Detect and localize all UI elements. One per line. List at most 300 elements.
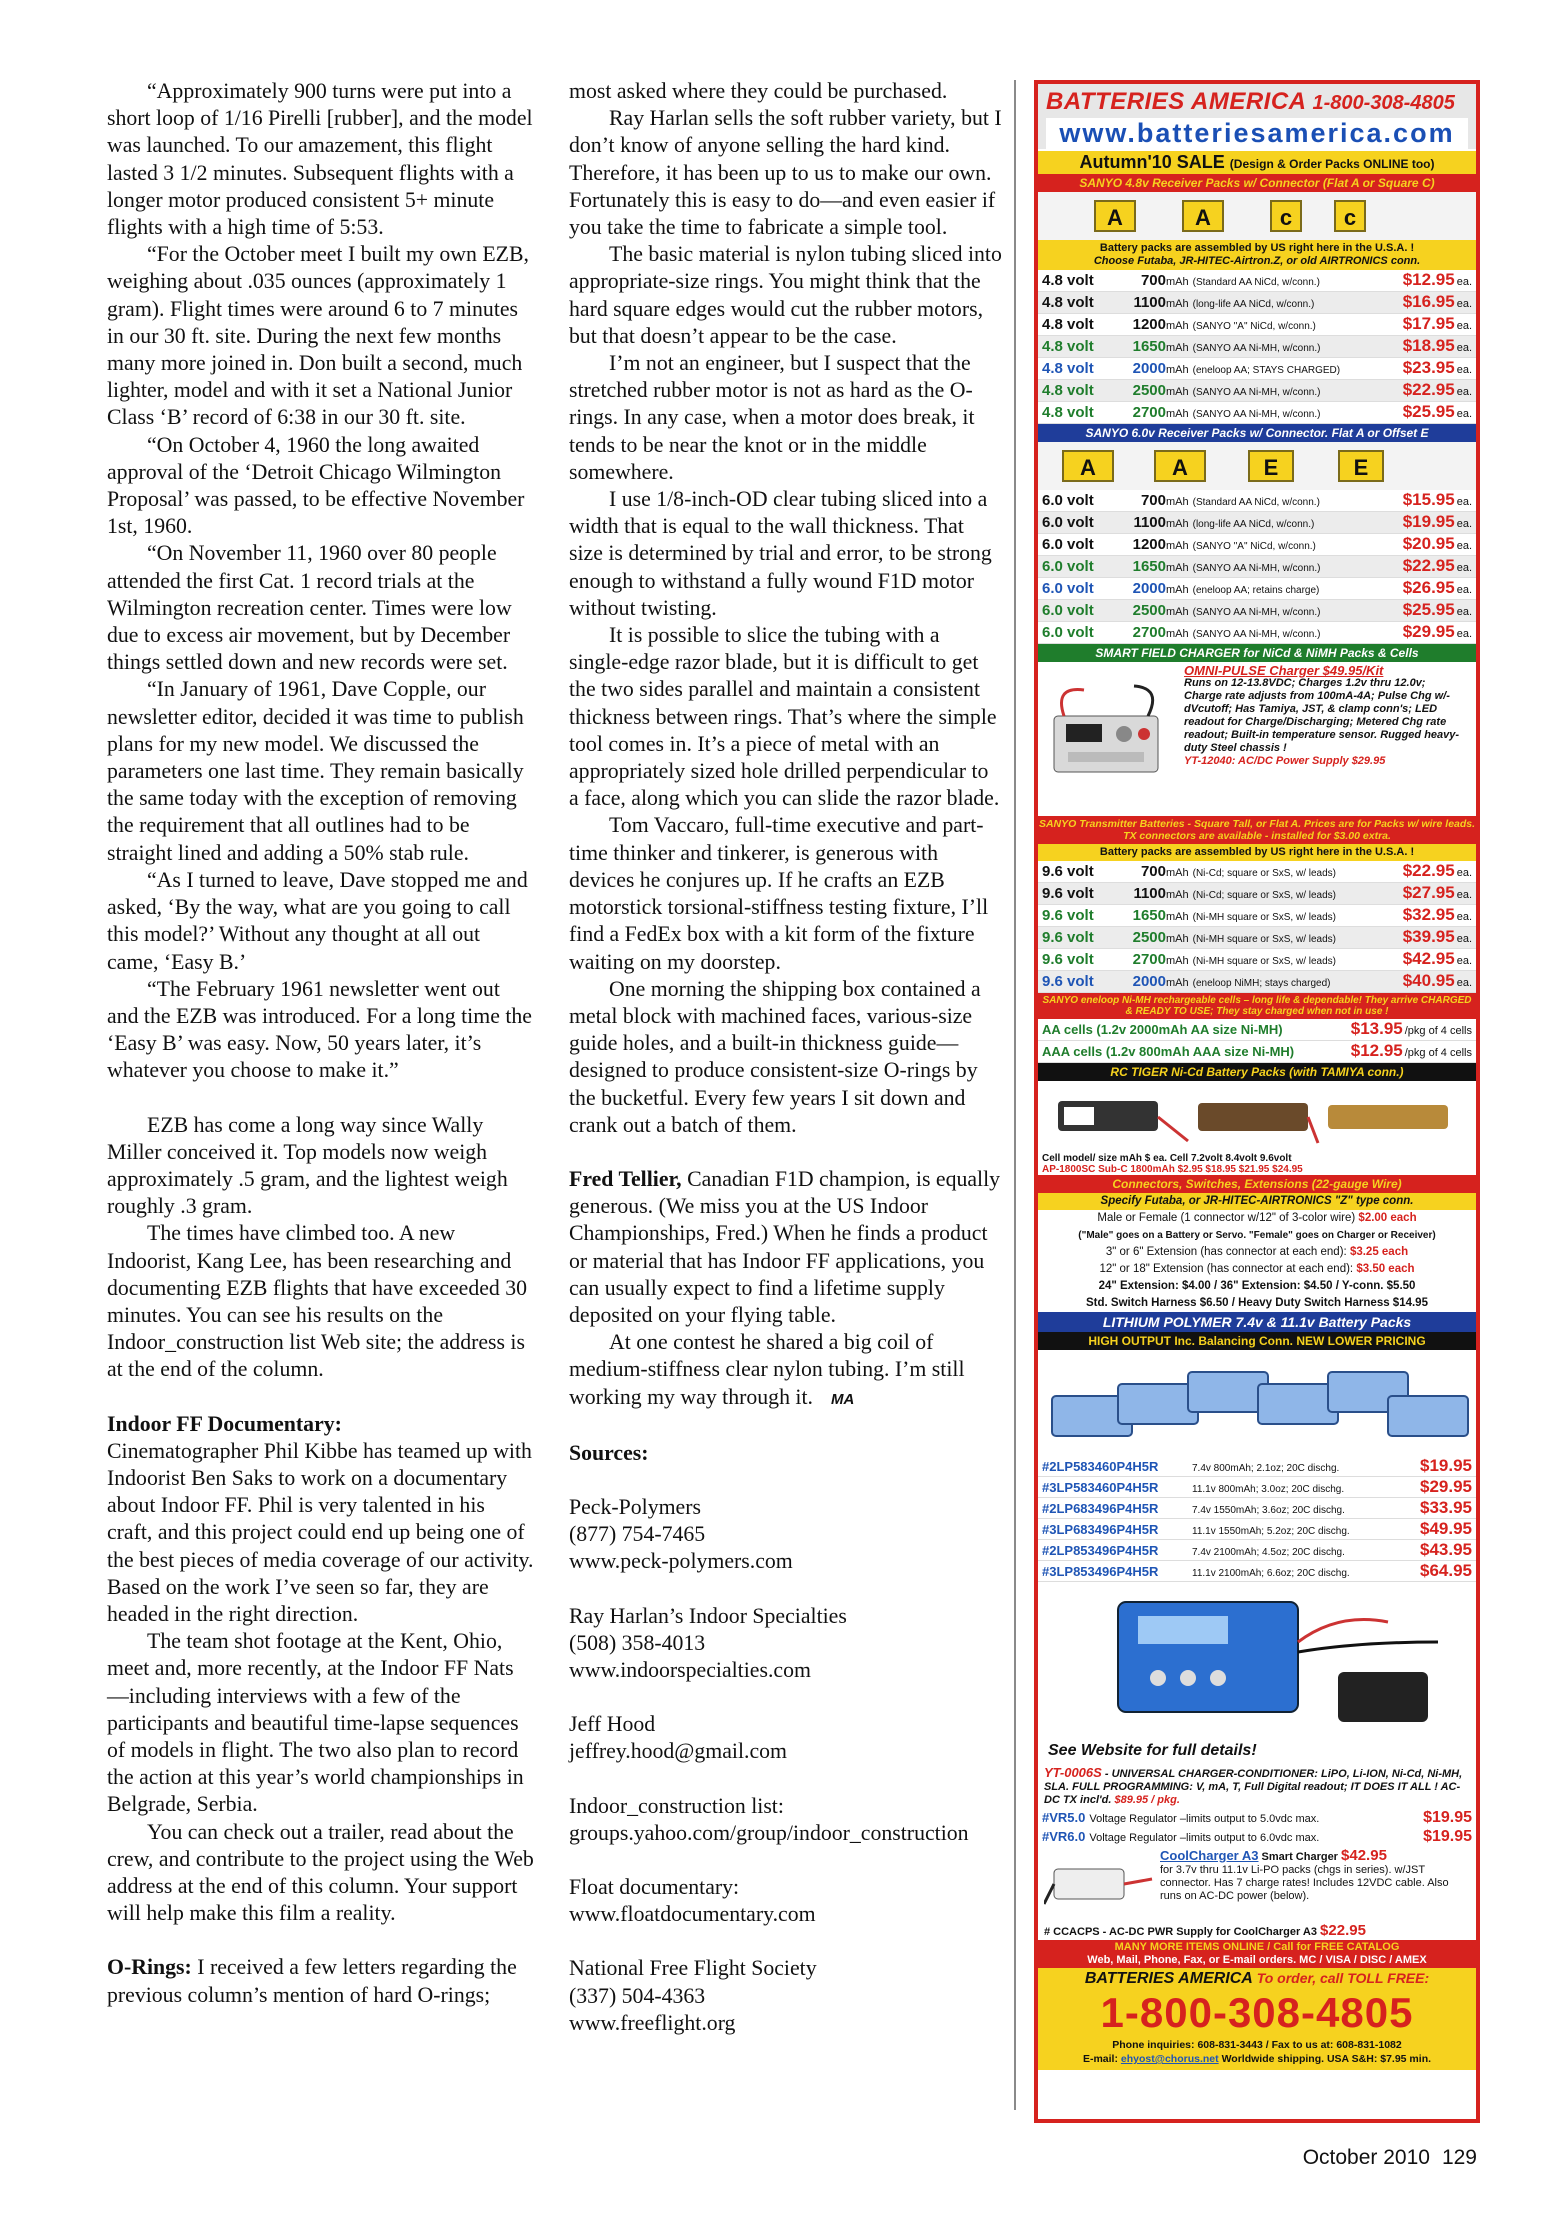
- price-row: [1038, 905, 1476, 927]
- price-list-60v: [1038, 490, 1476, 644]
- voltage: 6.0 volt: [1042, 558, 1094, 575]
- source-entry: [569, 1955, 1003, 2037]
- battery-pack-icon: A: [1062, 450, 1114, 482]
- lipo-price-list: [1038, 1456, 1476, 1582]
- assembly-note: [1038, 240, 1476, 270]
- each-unit: ea.: [1456, 955, 1472, 967]
- price-row: [1038, 512, 1476, 534]
- voltage: 6.0 volt: [1042, 514, 1094, 531]
- paragraph: “The February 1961 newsletter went out and the EZB was introduced. For a long time the ‘Easy B’ was easy. Now, 50 years later, it’s whatever you choose to make it.”: [107, 976, 532, 1083]
- capacity: 2000: [1132, 973, 1166, 990]
- price: $23.95: [1402, 358, 1455, 377]
- lipo-model: #2LP583460P4H5R: [1042, 1459, 1159, 1474]
- source-name: Peck-Polymers: [569, 1494, 701, 1519]
- voltage: 6.0 volt: [1042, 536, 1094, 553]
- capacity: 2500: [1132, 602, 1166, 619]
- source-name: National Free Flight Society: [569, 1956, 817, 1981]
- lipo-desc: 7.4v 1550mAh; 3.6oz; 20C dischg.: [1192, 1505, 1345, 1516]
- tellier-heading: Fred Tellier,: [569, 1166, 682, 1191]
- lipo-row: [1038, 1477, 1476, 1498]
- price-row: [1038, 861, 1476, 883]
- section-header-connectors: Connectors, Switches, Extensions (22-gauge Wire): [1038, 1175, 1476, 1193]
- connector-row: 24" Extension: $4.00 / 36" Extension: $4.50 / Y-conn. $5.50: [1098, 1280, 1416, 1292]
- description: (SANYO "A" NiCd, w/conn.): [1192, 541, 1316, 552]
- vr-model: #VR6.0: [1042, 1829, 1086, 1844]
- aa-cells: AA cells (1.2v 2000mAh AA size Ni-MH): [1042, 1022, 1283, 1037]
- price-row: [1038, 380, 1476, 402]
- voltage: 4.8 volt: [1042, 338, 1094, 355]
- aaa-unit: /pkg of 4 cells: [1404, 1047, 1472, 1059]
- cool-price: $42.95: [1341, 1847, 1387, 1864]
- cool-desc: for 3.7v thru 11.1v Li-PO packs (chgs in series). w/JST connector. Has 7 charge rates! Includes 12VDC cable. Also runs on AC-DC power (below).: [1160, 1864, 1449, 1902]
- batteries-america-ad: [1034, 80, 1480, 2123]
- order-text: To order, call TOLL FREE:: [1256, 1970, 1430, 1986]
- aaa-cells-row: [1038, 1041, 1476, 1063]
- mah-unit: mAh: [1166, 606, 1189, 618]
- connector-desc: 12" or 18" Extension (has connector at each end):: [1099, 1263, 1354, 1275]
- toll-free-number: 1-800-308-4805: [1100, 1989, 1414, 2036]
- price-row: [1038, 927, 1476, 949]
- source-entry: [569, 1711, 1003, 1765]
- description: (SANYO AA Ni-MH, w/conn.): [1192, 563, 1321, 574]
- lipo-model: #3LP583460P4H5R: [1042, 1480, 1159, 1495]
- voltage: 9.6 volt: [1042, 929, 1094, 946]
- lipo-model: #3LP853496P4H5R: [1042, 1564, 1159, 1579]
- each-unit: ea.: [1456, 386, 1472, 398]
- voltage: 4.8 volt: [1042, 294, 1094, 311]
- mah-unit: mAh: [1166, 977, 1189, 989]
- each-unit: ea.: [1456, 584, 1472, 596]
- pack-illustration: [1038, 442, 1476, 490]
- connector-row: [1038, 1210, 1476, 1227]
- shipping-note: Worldwide shipping. USA S&H: $7.95 min.: [1221, 2053, 1432, 2065]
- charger-text: [1184, 664, 1464, 768]
- lipo-price: $33.95: [1420, 1498, 1472, 1517]
- description: (long-life AA NiCd, w/conn.): [1192, 519, 1315, 530]
- capacity: 1100: [1133, 514, 1166, 531]
- source-entry: [569, 1793, 1003, 1847]
- paragraph: I use 1/8-inch-OD clear tubing sliced into a width that is equal to the wall thickness. That size is determined by trial and error, to be strong enough to withstand a fully wound F1D motor without twisting.: [569, 487, 992, 620]
- paragraph: It is possible to slice the tubing with a single-edge razor blade, but it is difficult to get the two sides parallel and maintain a consistent thickness between rings. That’s where the simple tool comes in. It’s a piece of metal with an appropriately sized hole drilled perpendicular to a face, along which you can slide the razor blade.: [569, 623, 1000, 811]
- paragraph: Tom Vaccaro, full-time executive and part-time thinker and tinkerer, is generous with devices he conjures up. If he crafts an EZB motorstick torsional-stiffness testing fixture, I’ll find a FedEx box with a kit form of the fixture waiting on my doorstep.: [569, 813, 989, 974]
- paragraph: You can check out a trailer, read about the crew, and contribute to the project using the Web address at the end of this column. Your support will help make this film a reality.: [107, 1819, 534, 1926]
- capacity: 2000: [1132, 580, 1166, 597]
- description: (SANYO AA Ni-MH, w/conn.): [1192, 343, 1321, 354]
- each-unit: ea.: [1456, 977, 1472, 989]
- paragraph: “As I turned to leave, Dave stopped me and asked, ‘By the way, what are you going to call this model?’ Without any thought at all out came, ‘Easy B.’: [107, 867, 528, 974]
- paragraph: The basic material is nylon tubing sliced into appropriate-size rings. You might think that the hard square edges would cut the rubber motors, but that doesn’t appear to be the case.: [569, 242, 1002, 348]
- source-phone: (508) 358-4013: [569, 1630, 706, 1655]
- mah-unit: mAh: [1166, 584, 1189, 596]
- sale-sub: (Design & Order Packs ONLINE too): [1229, 157, 1435, 171]
- lipo-row: [1038, 1540, 1476, 1561]
- price-row: [1038, 578, 1476, 600]
- capacity: 1100: [1133, 885, 1166, 902]
- voltage: 6.0 volt: [1042, 602, 1094, 619]
- aa-cells-row: [1038, 1019, 1476, 1041]
- description: (long-life AA NiCd, w/conn.): [1192, 299, 1315, 310]
- description: (SANYO AA Ni-MH, w/conn.): [1192, 387, 1321, 398]
- price-row: [1038, 556, 1476, 578]
- connector-row: [1038, 1261, 1476, 1278]
- lipo-desc: 7.4v 2100mAh; 4.5oz; 20C dischg.: [1192, 1547, 1345, 1558]
- each-unit: ea.: [1456, 889, 1472, 901]
- connector-row: [1038, 1244, 1476, 1261]
- column-2: [569, 78, 1003, 2037]
- vr-price: $19.95: [1423, 1828, 1472, 1845]
- aa-unit: /pkg of 4 cells: [1404, 1025, 1472, 1037]
- source-phone: (877) 754-7465: [569, 1522, 706, 1547]
- orings-heading: O-Rings:: [107, 1955, 192, 1980]
- omni-text: Runs on 12-13.8VDC; Charges 1.2v thru 12.0v; Charge rate adjusts from 100mA-4A; Pulse Chg w/-dVcutoff; Has Tamiya, JST, & clamp conn's; LED readout for Charge/Discharging; Metered Chg rate readout; Built-in temperature sensor. Rugged heavy-duty Steel chassis !: [1184, 677, 1460, 754]
- source-url: www.freeflight.org: [569, 2010, 736, 2035]
- voltage: 9.6 volt: [1042, 863, 1094, 880]
- paragraph: The times have climbed too. A new Indoorist, Kang Lee, has been researching and documenting EZB flights that have exceeded 30 minutes. You can see his results on the Indoor_construction list Web site; the address is at the end of the column.: [107, 1221, 528, 1382]
- price: $29.95: [1402, 622, 1455, 641]
- price: $15.95: [1402, 490, 1455, 509]
- lipo-row: [1038, 1561, 1476, 1582]
- lipo-price: $49.95: [1420, 1519, 1472, 1538]
- lipo-price: $43.95: [1420, 1540, 1472, 1559]
- ad-footer: [1038, 1968, 1476, 2070]
- price: $22.95: [1402, 861, 1455, 880]
- each-unit: ea.: [1456, 408, 1472, 420]
- rc-table-row: AP-1800SC Sub-C 1800mAh $2.95 $18.95 $21.95 $24.95: [1042, 1164, 1303, 1175]
- capacity: 700: [1140, 492, 1166, 509]
- source-name: Ray Harlan’s Indoor Specialties: [569, 1603, 847, 1628]
- order-brand: BATTERIES AMERICA: [1084, 1970, 1253, 1987]
- price: $26.95: [1402, 578, 1455, 597]
- paragraph: “On November 11, 1960 over 80 people attended the first Cat. 1 record trials at the Wilmington recreation center. Times were low due to excess air movement, but by December things settled down and new records were set.: [107, 541, 512, 675]
- rc-tiger-photo: [1038, 1081, 1476, 1153]
- source-entry: [569, 1603, 1003, 1685]
- battery-packs-icon: [1038, 1081, 1476, 1153]
- universal-charger-photo: [1038, 1582, 1476, 1764]
- price-list-96v: [1038, 861, 1476, 993]
- paragraph: most asked where they could be purchased.: [569, 79, 948, 103]
- contact-line: Phone inquiries: 608-831-3443 / Fax to us at: 608-831-1082: [1112, 2039, 1402, 2051]
- capacity: 700: [1140, 272, 1166, 289]
- vr-desc: Voltage Regulator –limits output to 6.0vdc max.: [1089, 1832, 1320, 1844]
- capacity: 2500: [1132, 929, 1166, 946]
- ccacps-price: $22.95: [1320, 1922, 1366, 1939]
- battery-pack-icon: c: [1270, 200, 1302, 232]
- section-header-eneloop: SANYO eneloop Ni-MH rechargeable cells – long life & dependable! They arrive CHARGED & READY TO USE; They stay charged when not in use !: [1038, 993, 1476, 1019]
- capacity: 2700: [1132, 951, 1166, 968]
- sources-heading: Sources:: [569, 1440, 649, 1465]
- capacity: 1100: [1133, 294, 1166, 311]
- paragraph: “In January of 1961, Dave Copple, our newsletter editor, decided it was time to publish plans for my new model. We discussed the parameters one last time. They remain basically the same today with the exception of removing the requirement that all outlines had to be straight lined and adding a 50% stab rule.: [107, 677, 524, 865]
- price: $16.95: [1402, 292, 1455, 311]
- description: (Ni-Cd; square or SxS, w/ leads): [1192, 868, 1337, 879]
- source-phone: (337) 504-4363: [569, 1983, 706, 2008]
- description: (Standard AA NiCd, w/conn.): [1192, 497, 1320, 508]
- mah-unit: mAh: [1166, 933, 1189, 945]
- voltage: 6.0 volt: [1042, 580, 1094, 597]
- price-row: [1038, 883, 1476, 905]
- price-row: [1038, 270, 1476, 292]
- lipo-price: $64.95: [1420, 1561, 1472, 1580]
- note-line: Choose Futaba, JR-HITEC-Airtron.Z, or old AIRTRONICS conn.: [1093, 255, 1421, 267]
- price: $42.95: [1402, 949, 1455, 968]
- mah-unit: mAh: [1166, 562, 1189, 574]
- source-url: www.peck-polymers.com: [569, 1549, 793, 1574]
- ad-brand: BATTERIES AMERICA: [1046, 88, 1307, 115]
- connector-note: ("Male" goes on a Battery or Servo. "Female" goes on Charger or Receiver): [1078, 1230, 1436, 1241]
- vr-model: #VR5.0: [1042, 1810, 1086, 1825]
- description: (Ni-MH square or SxS, w/ leads): [1192, 956, 1336, 967]
- description: (SANYO AA Ni-MH, w/conn.): [1192, 409, 1321, 420]
- yt6-text: - UNIVERSAL CHARGER-CONDITIONER: LiPO, Li-ION, Ni-Cd, Ni-MH, SLA. FULL PROGRAMMING: V, mA, T, Full Digital readout; IT DOES IT ALL ! AC-DC TX incl'd.: [1044, 1768, 1463, 1806]
- assembly-note: Battery packs are assembled by US right here in the U.S.A. !: [1038, 844, 1476, 861]
- lipo-desc: 7.4v 800mAh; 2.1oz; 20C dischg.: [1192, 1463, 1340, 1474]
- email-line: [1042, 2052, 1472, 2066]
- voltage: 6.0 volt: [1042, 624, 1094, 641]
- connector-price: $3.25 each: [1349, 1246, 1409, 1258]
- each-unit: ea.: [1456, 276, 1472, 288]
- page-number: 129: [1441, 2146, 1477, 2169]
- capacity: 2000: [1132, 360, 1166, 377]
- source-url: groups.yahoo.com/group/indoor_construction: [569, 1820, 969, 1845]
- price: $12.95: [1402, 270, 1455, 289]
- capacity: 2700: [1132, 624, 1166, 641]
- lipo-row: [1038, 1498, 1476, 1519]
- lipo-desc: 11.1v 800mAh; 3.0oz; 20C dischg.: [1192, 1484, 1345, 1495]
- sale-title: Autumn'10 SALE: [1079, 152, 1225, 172]
- source-name: Float documentary:: [569, 1874, 740, 1899]
- section-header-lipo: LITHIUM POLYMER 7.4v & 11.1v Battery Packs: [1038, 1312, 1476, 1332]
- coolcharger-text: [1160, 1849, 1466, 1903]
- paragraph: [107, 1954, 535, 2008]
- mah-unit: mAh: [1166, 867, 1189, 879]
- cool-title: CoolCharger A3: [1160, 1848, 1259, 1863]
- source-email: jeffrey.hood@gmail.com: [569, 1739, 788, 1764]
- price-row: [1038, 622, 1476, 644]
- cool-sub: Smart Charger: [1261, 1851, 1338, 1863]
- price: $40.95: [1402, 971, 1455, 990]
- voltage-regulator-row: [1038, 1828, 1476, 1847]
- lipo-row: [1038, 1519, 1476, 1540]
- capacity: 1650: [1132, 338, 1166, 355]
- battery-pack-icon: c: [1334, 200, 1366, 232]
- price-row: [1038, 534, 1476, 556]
- charger-photo-icon: [1044, 676, 1168, 786]
- description: (eneloop AA; STAYS CHARGED): [1192, 365, 1341, 376]
- tellier-text: Canadian F1D champion, is equally generous. (We miss you at the US Indoor Championships, Fred.) When he finds a product or material that has Indoor FF applications, you can usually expect to find a lifetime supply deposited on your flying table.: [569, 1166, 1001, 1327]
- voltage: 9.6 volt: [1042, 885, 1094, 902]
- each-unit: ea.: [1456, 342, 1472, 354]
- connector-price: $3.50 each: [1356, 1263, 1415, 1275]
- paragraph: “Approximately 900 turns were put into a short loop of 1/16 Pirelli [rubber], and the model was launched. To our amazement, this flight lasted 3 1/2 minutes. Subsequent flights with a longer motor produced consistent 5+ minute flights with a high time of 5:53.: [107, 79, 533, 240]
- price: $22.95: [1402, 556, 1455, 575]
- mah-unit: mAh: [1166, 276, 1189, 288]
- lipo-desc: 11.1v 2100mAh; 6.6oz; 20C dischg.: [1192, 1568, 1350, 1579]
- price-row: [1038, 971, 1476, 993]
- rc-tiger-table: [1038, 1153, 1476, 1175]
- price: $27.95: [1402, 883, 1455, 902]
- lipo-photo: [1038, 1350, 1476, 1456]
- connector-desc: 3" or 6" Extension (has connector at each end):: [1105, 1246, 1347, 1258]
- lipo-sub: HIGH OUTPUT Inc. Balancing Conn. NEW LOWER PRICING: [1038, 1332, 1476, 1350]
- paragraph: “On October 4, 1960 the long awaited approval of the ‘Detroit Chicago Wilmington Proposal’ was passed, to be effective November 1st, 1960.: [107, 432, 525, 539]
- universal-charger-icon: [1038, 1582, 1476, 1764]
- each-unit: ea.: [1456, 911, 1472, 923]
- paragraph: EZB has come a long way since Wally Miller conceived it. Top models now weigh approximately .5 gram, and the lightest weigh roughly .3 gram.: [107, 1112, 508, 1219]
- coolcharger-icon: [1044, 1849, 1156, 1919]
- price-row: [1038, 490, 1476, 512]
- description: (SANYO AA Ni-MH, w/conn.): [1192, 629, 1321, 640]
- mah-unit: mAh: [1166, 386, 1189, 398]
- aaa-price: $12.95: [1350, 1041, 1403, 1060]
- price-row: [1038, 358, 1476, 380]
- each-unit: ea.: [1456, 518, 1472, 530]
- doc-heading: Indoor FF Documentary:: [107, 1411, 342, 1436]
- order-line: [1042, 1970, 1472, 1988]
- aa-price: $13.95: [1350, 1019, 1403, 1038]
- lipo-model: #2LP683496P4H5R: [1042, 1501, 1159, 1516]
- description: (Ni-MH square or SxS, w/ leads): [1192, 912, 1336, 923]
- battery-pack-icon: A: [1154, 450, 1206, 482]
- source-url: www.indoorspecialties.com: [569, 1657, 811, 1682]
- voltage: 9.6 volt: [1042, 907, 1094, 924]
- connector-row: Std. Switch Harness $6.50 / Heavy Duty Switch Harness $14.95: [1086, 1297, 1428, 1309]
- each-unit: ea.: [1456, 364, 1472, 376]
- column-divider: [1014, 80, 1016, 2110]
- pack-illustration: [1038, 192, 1476, 240]
- paragraph: [569, 1329, 1003, 1413]
- battery-pack-icon: A: [1182, 200, 1224, 232]
- source-name: Indoor_construction list:: [569, 1793, 784, 1818]
- each-unit: ea.: [1456, 540, 1472, 552]
- price-row: [1038, 336, 1476, 358]
- price: $25.95: [1402, 402, 1455, 421]
- each-unit: ea.: [1456, 933, 1472, 945]
- description: (Ni-MH square or SxS, w/ leads): [1192, 934, 1336, 945]
- price-row: [1038, 292, 1476, 314]
- section-header-60v: SANYO 6.0v Receiver Packs w/ Connector. Flat A or Offset E: [1038, 424, 1476, 442]
- section-header-48v: SANYO 4.8v Receiver Packs w/ Connector (Flat A or Square C): [1038, 174, 1476, 192]
- battery-pack-icon: E: [1338, 450, 1384, 482]
- paragraph: The team shot footage at the Kent, Ohio, meet and, more recently, at the Indoor FF Nats—including interviews with a few of the participants and beautiful time-lapse sequences of models in flight. The two also plan to record the action at this year’s world championships in Belgrade, Serbia.: [107, 1629, 524, 1817]
- sale-banner: [1038, 151, 1476, 174]
- each-unit: ea.: [1456, 606, 1472, 618]
- more-line: Web, Mail, Phone, Fax, or E-mail orders. MC / VISA / DISC / AMEX: [1087, 1954, 1427, 1966]
- mah-unit: mAh: [1166, 408, 1189, 420]
- section-header-transmitter: SANYO Transmitter Batteries - Square Tall, or Flat A. Prices are for Packs w/ wire leads. TX connectors are available - installed for $3.00 extra.: [1038, 818, 1476, 842]
- ma-endmark: MA: [830, 1390, 855, 1408]
- capacity: 1200: [1132, 536, 1166, 553]
- each-unit: ea.: [1456, 298, 1472, 310]
- yt6-price: $89.95 / pkg.: [1114, 1794, 1180, 1806]
- mah-unit: mAh: [1166, 320, 1189, 332]
- mah-unit: mAh: [1166, 298, 1189, 310]
- email-link[interactable]: ehyost@chorus.net: [1120, 2053, 1219, 2065]
- description: (Ni-Cd; square or SxS, w/ leads): [1192, 890, 1337, 901]
- mah-unit: mAh: [1166, 540, 1189, 552]
- tellier-text-2: At one contest he shared a big coil of medium-stiffness clear nylon tubing. I’m still working my way through it.: [569, 1330, 965, 1409]
- price: $19.95: [1402, 512, 1455, 531]
- charger-section: [1038, 662, 1476, 816]
- capacity: 700: [1140, 863, 1166, 880]
- mah-unit: mAh: [1166, 889, 1189, 901]
- price: $17.95: [1402, 314, 1455, 333]
- more-items: [1038, 1940, 1476, 1968]
- each-unit: ea.: [1456, 320, 1472, 332]
- paragraph: I’m not an engineer, but I suspect that the stretched rubber motor is not as hard as the O-rings. In any case, when a motor does break, it tends to be near the knot or in the middle somewhere.: [569, 351, 975, 484]
- source-url: www.floatdocumentary.com: [569, 1902, 816, 1927]
- voltage: 4.8 volt: [1042, 404, 1094, 421]
- price: $22.95: [1402, 380, 1455, 399]
- capacity: 1650: [1132, 558, 1166, 575]
- capacity: 2700: [1132, 404, 1166, 421]
- issue-date: October 2010: [1302, 2146, 1430, 2169]
- lipo-price: $29.95: [1420, 1477, 1472, 1496]
- connector-desc: Male or Female (1 connector w/12" of 3-color wire): [1097, 1212, 1356, 1224]
- each-unit: ea.: [1456, 496, 1472, 508]
- paragraph: [569, 1166, 1003, 1329]
- paragraph: Ray Harlan sells the soft rubber variety, but I don’t know of anyone selling the hard kind. Therefore, it has been up to us to make our own. Fortunately this is easy to do—and even easier if you take the time to fabricate a simple tool.: [569, 106, 1002, 240]
- aaa-cells: AAA cells (1.2v 800mAh AAA size Ni-MH): [1042, 1044, 1295, 1059]
- lipo-packs-icon: [1038, 1350, 1476, 1456]
- section-header-charger: SMART FIELD CHARGER for NiCd & NiMH Packs & Cells: [1038, 644, 1476, 662]
- rc-table-header: Cell model/ size mAh $ ea. Cell 7.2volt 8.4volt 9.6volt: [1042, 1153, 1292, 1164]
- description: (eneloop AA; retains charge): [1192, 585, 1320, 596]
- price-row: [1038, 402, 1476, 424]
- yt6-title: YT-0006S: [1044, 1765, 1102, 1780]
- price: $32.95: [1402, 905, 1455, 924]
- connector-spec: Specify Futaba, or JR-HITEC-AIRTRONICS "Z" type conn.: [1038, 1193, 1476, 1210]
- mah-unit: mAh: [1166, 518, 1189, 530]
- note-line: Battery packs are assembled by US right here in the U.S.A. !: [1099, 242, 1415, 254]
- source-entry: [569, 1874, 1003, 1928]
- page-footer: [1303, 2146, 1477, 2170]
- more-line: MANY MORE ITEMS ONLINE / Call for FREE CATALOG: [1114, 1941, 1400, 1953]
- battery-pack-icon: E: [1248, 450, 1294, 482]
- price: $39.95: [1402, 927, 1455, 946]
- lipo-row: [1038, 1456, 1476, 1477]
- paragraph: Cinematographer Phil Kibbe has teamed up with Indoorist Ben Saks to work on a documentary about Indoor FF. Phil is very talented in his craft, and this project could end up being one of the best pieces of media coverage of our activity. Based on the work I’ve seen so far, they are headed in the right direction.: [107, 1438, 534, 1626]
- voltage: 9.6 volt: [1042, 951, 1094, 968]
- each-unit: ea.: [1456, 628, 1472, 640]
- voltage: 4.8 volt: [1042, 382, 1094, 399]
- capacity: 2500: [1132, 382, 1166, 399]
- description: (eneloop NiMH; stays charged): [1192, 978, 1331, 989]
- description: (SANYO "A" NiCd, w/conn.): [1192, 321, 1316, 332]
- price: $20.95: [1402, 534, 1455, 553]
- description: (SANYO AA Ni-MH, w/conn.): [1192, 607, 1321, 618]
- lipo-model: #2LP853496P4H5R: [1042, 1543, 1159, 1558]
- yt0006s-block: [1038, 1764, 1476, 1809]
- price: $25.95: [1402, 600, 1455, 619]
- see-website: See Website for full details!: [1048, 1742, 1257, 1759]
- source-entry: [569, 1494, 1003, 1576]
- lipo-desc: 11.1v 1550mAh; 5.2oz; 20C dischg.: [1192, 1526, 1350, 1537]
- ccacps-desc: # CCACPS - AC-DC PWR Supply for CoolCharger A3: [1044, 1926, 1317, 1938]
- email-label: E-mail:: [1082, 2053, 1118, 2065]
- price-row: [1038, 600, 1476, 622]
- lipo-model: #3LP683496P4H5R: [1042, 1522, 1159, 1537]
- mah-unit: mAh: [1166, 628, 1189, 640]
- vr-desc: Voltage Regulator –limits output to 5.0vdc max.: [1089, 1813, 1320, 1825]
- voltage: 9.6 volt: [1042, 973, 1094, 990]
- ad-phone: 1-800-308-4805: [1312, 92, 1455, 114]
- column-1: [107, 78, 535, 2009]
- each-unit: ea.: [1456, 562, 1472, 574]
- mah-unit: mAh: [1166, 911, 1189, 923]
- lipo-price: $19.95: [1420, 1456, 1472, 1475]
- capacity: 1200: [1132, 316, 1166, 333]
- capacity: 1650: [1132, 907, 1166, 924]
